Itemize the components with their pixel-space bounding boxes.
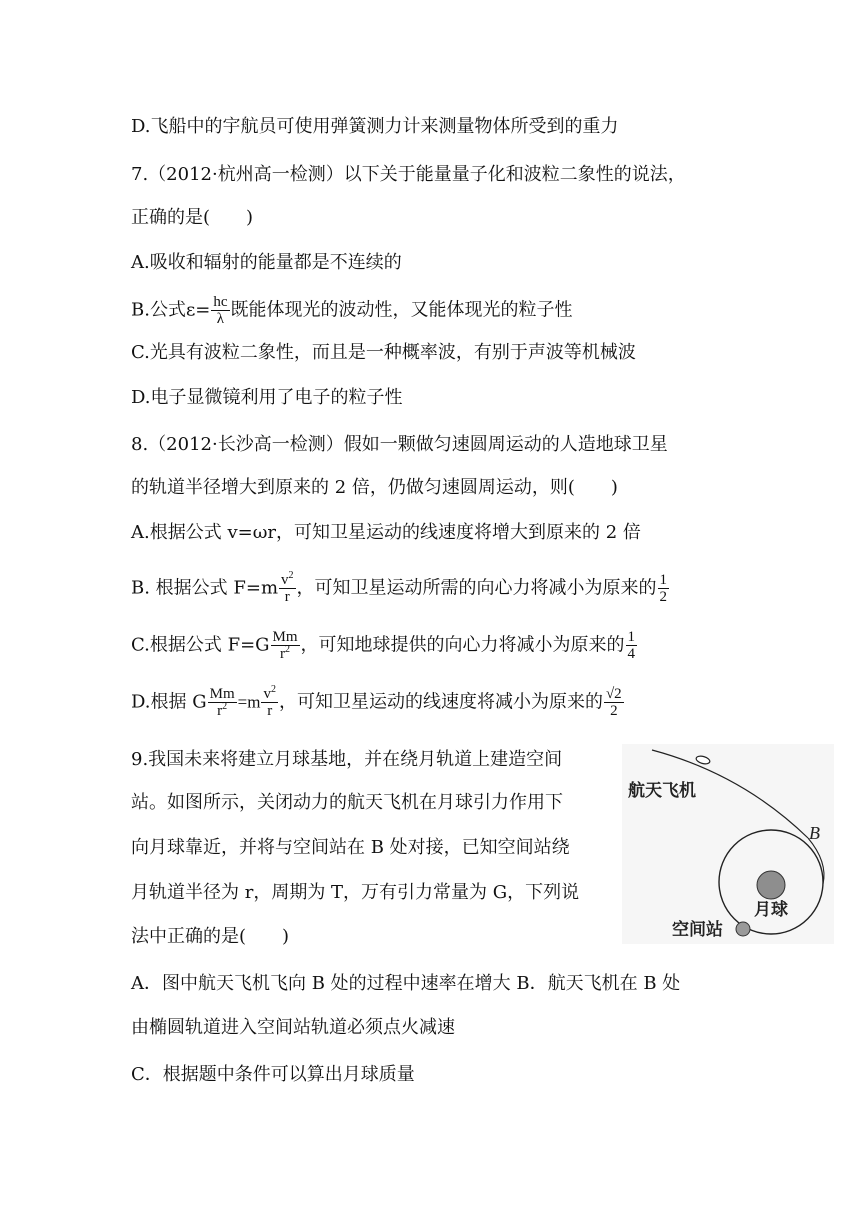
q9-stem-line1: 9.我国未来将建立月球基地，并在绕月轨道上建造空间 <box>131 749 563 770</box>
fraction-one-half <box>658 572 670 605</box>
q9-option-a-b: A．图中航天飞机飞向 B 处的过程中速率在增大 B．航天飞机在 B 处 <box>131 973 681 994</box>
q8-option-c-text: ，可知地球提供的向心力将减小为原来的 <box>300 634 625 656</box>
exponent: 2 <box>285 644 291 655</box>
q7-option-d: D.电子显微镜利用了电子的粒子性 <box>131 387 403 408</box>
q8-option-a: A.根据公式 v=ωr，可知卫星运动的线速度将增大到原来的 2 倍 <box>131 522 641 543</box>
q7-option-b-text: 既能体现光的波动性，又能体现光的粒子性 <box>230 299 573 321</box>
space-station-icon <box>736 922 750 936</box>
label-space-station: 空间站 <box>672 920 723 940</box>
q9-stem-line4: 月轨道半径为 r，周期为 T，万有引力常量为 G，下列说 <box>131 882 580 903</box>
frac-denominator: r <box>280 646 286 662</box>
q8-option-c-prefix: C.根据公式 F=G <box>131 634 270 656</box>
q8-option-d-prefix: D.根据 G <box>131 691 207 713</box>
q7-option-a: A.吸收和辐射的能量都是不连续的 <box>131 252 402 273</box>
label-shuttle: 航天飞机 <box>628 781 696 801</box>
q7-option-c: C.光具有波粒二象性，而且是一种概率波，有别于声波等机械波 <box>131 342 636 363</box>
frac-denominator: 2 <box>610 703 618 719</box>
q7-option-b <box>131 294 573 327</box>
formula-v2-over-r <box>279 572 296 605</box>
frac-numerator: 1 <box>659 572 668 588</box>
q6-option-d: D.飞船中的宇航员可使用弹簧测力计来测量物体所受到的重力 <box>131 116 619 137</box>
formula-v2-over-r <box>261 686 278 719</box>
frac-numerator: v <box>263 686 271 702</box>
diagram-background <box>622 744 834 944</box>
q8-option-c <box>131 629 638 662</box>
q7-stem-line1: 7.（2012·杭州高一检测）以下关于能量量子化和波粒二象性的说法， <box>131 164 686 185</box>
q7-option-b-prefix: B.公式ε= <box>131 299 211 321</box>
q8-stem-line2: 的轨道半径增大到原来的 2 倍，仍做匀速圆周运动，则( ) <box>131 477 618 498</box>
q9-option-b-cont: 由椭圆轨道进入空间站轨道必须点火减速 <box>131 1017 455 1038</box>
frac-numerator: hc <box>213 294 228 310</box>
fraction-sqrt2-over-2 <box>604 686 624 719</box>
frac-numerator: √2 <box>605 686 622 702</box>
frac-denominator: λ <box>216 311 225 327</box>
frac-denominator: 2 <box>659 589 668 605</box>
exponent: 2 <box>270 684 276 695</box>
formula-hc-over-lambda <box>211 294 229 327</box>
q8-option-d-text: ，可知卫星运动的线速度将减小为原来的 <box>278 691 603 713</box>
frac-numerator: Mm <box>209 686 235 702</box>
frac-numerator: Mm <box>272 629 298 645</box>
q8-option-d <box>131 686 625 719</box>
orbit-diagram <box>622 744 834 944</box>
equals-m: =m <box>237 692 261 712</box>
label-point-b: B <box>809 823 820 843</box>
q9-stem-line2: 站。如图所示，关闭动力的航天飞机在月球引力作用下 <box>131 792 563 813</box>
frac-numerator: 1 <box>627 629 636 645</box>
formula-Mm-over-r2 <box>271 629 300 662</box>
moon-icon <box>757 871 785 899</box>
formula-Mm-over-r2 <box>208 686 237 719</box>
q8-stem-line1: 8.（2012·长沙高一检测）假如一颗做匀速圆周运动的人造地球卫星 <box>131 434 668 455</box>
fraction-one-quarter <box>626 629 638 662</box>
q9-stem-line5: 法中正确的是( ) <box>131 926 290 947</box>
frac-denominator: r <box>284 589 290 605</box>
q9-stem-line3: 向月球靠近，并将与空间站在 B 处对接，已知空间站绕 <box>131 837 570 858</box>
label-moon: 月球 <box>754 900 788 920</box>
q7-stem-line2: 正确的是( ) <box>131 207 254 228</box>
q8-option-b <box>131 572 670 605</box>
q8-option-b-prefix: B. 根据公式 F=m <box>131 577 279 599</box>
frac-denominator: r <box>217 703 223 719</box>
q9-option-c: C．根据题中条件可以算出月球质量 <box>131 1064 415 1085</box>
frac-denominator: 4 <box>627 646 636 662</box>
frac-denominator: r <box>267 703 273 719</box>
q8-option-b-text: ，可知卫星运动所需的向心力将减小为原来的 <box>296 577 657 599</box>
frac-numerator: v <box>281 572 289 588</box>
exponent: 2 <box>222 701 228 712</box>
exponent: 2 <box>288 570 294 581</box>
